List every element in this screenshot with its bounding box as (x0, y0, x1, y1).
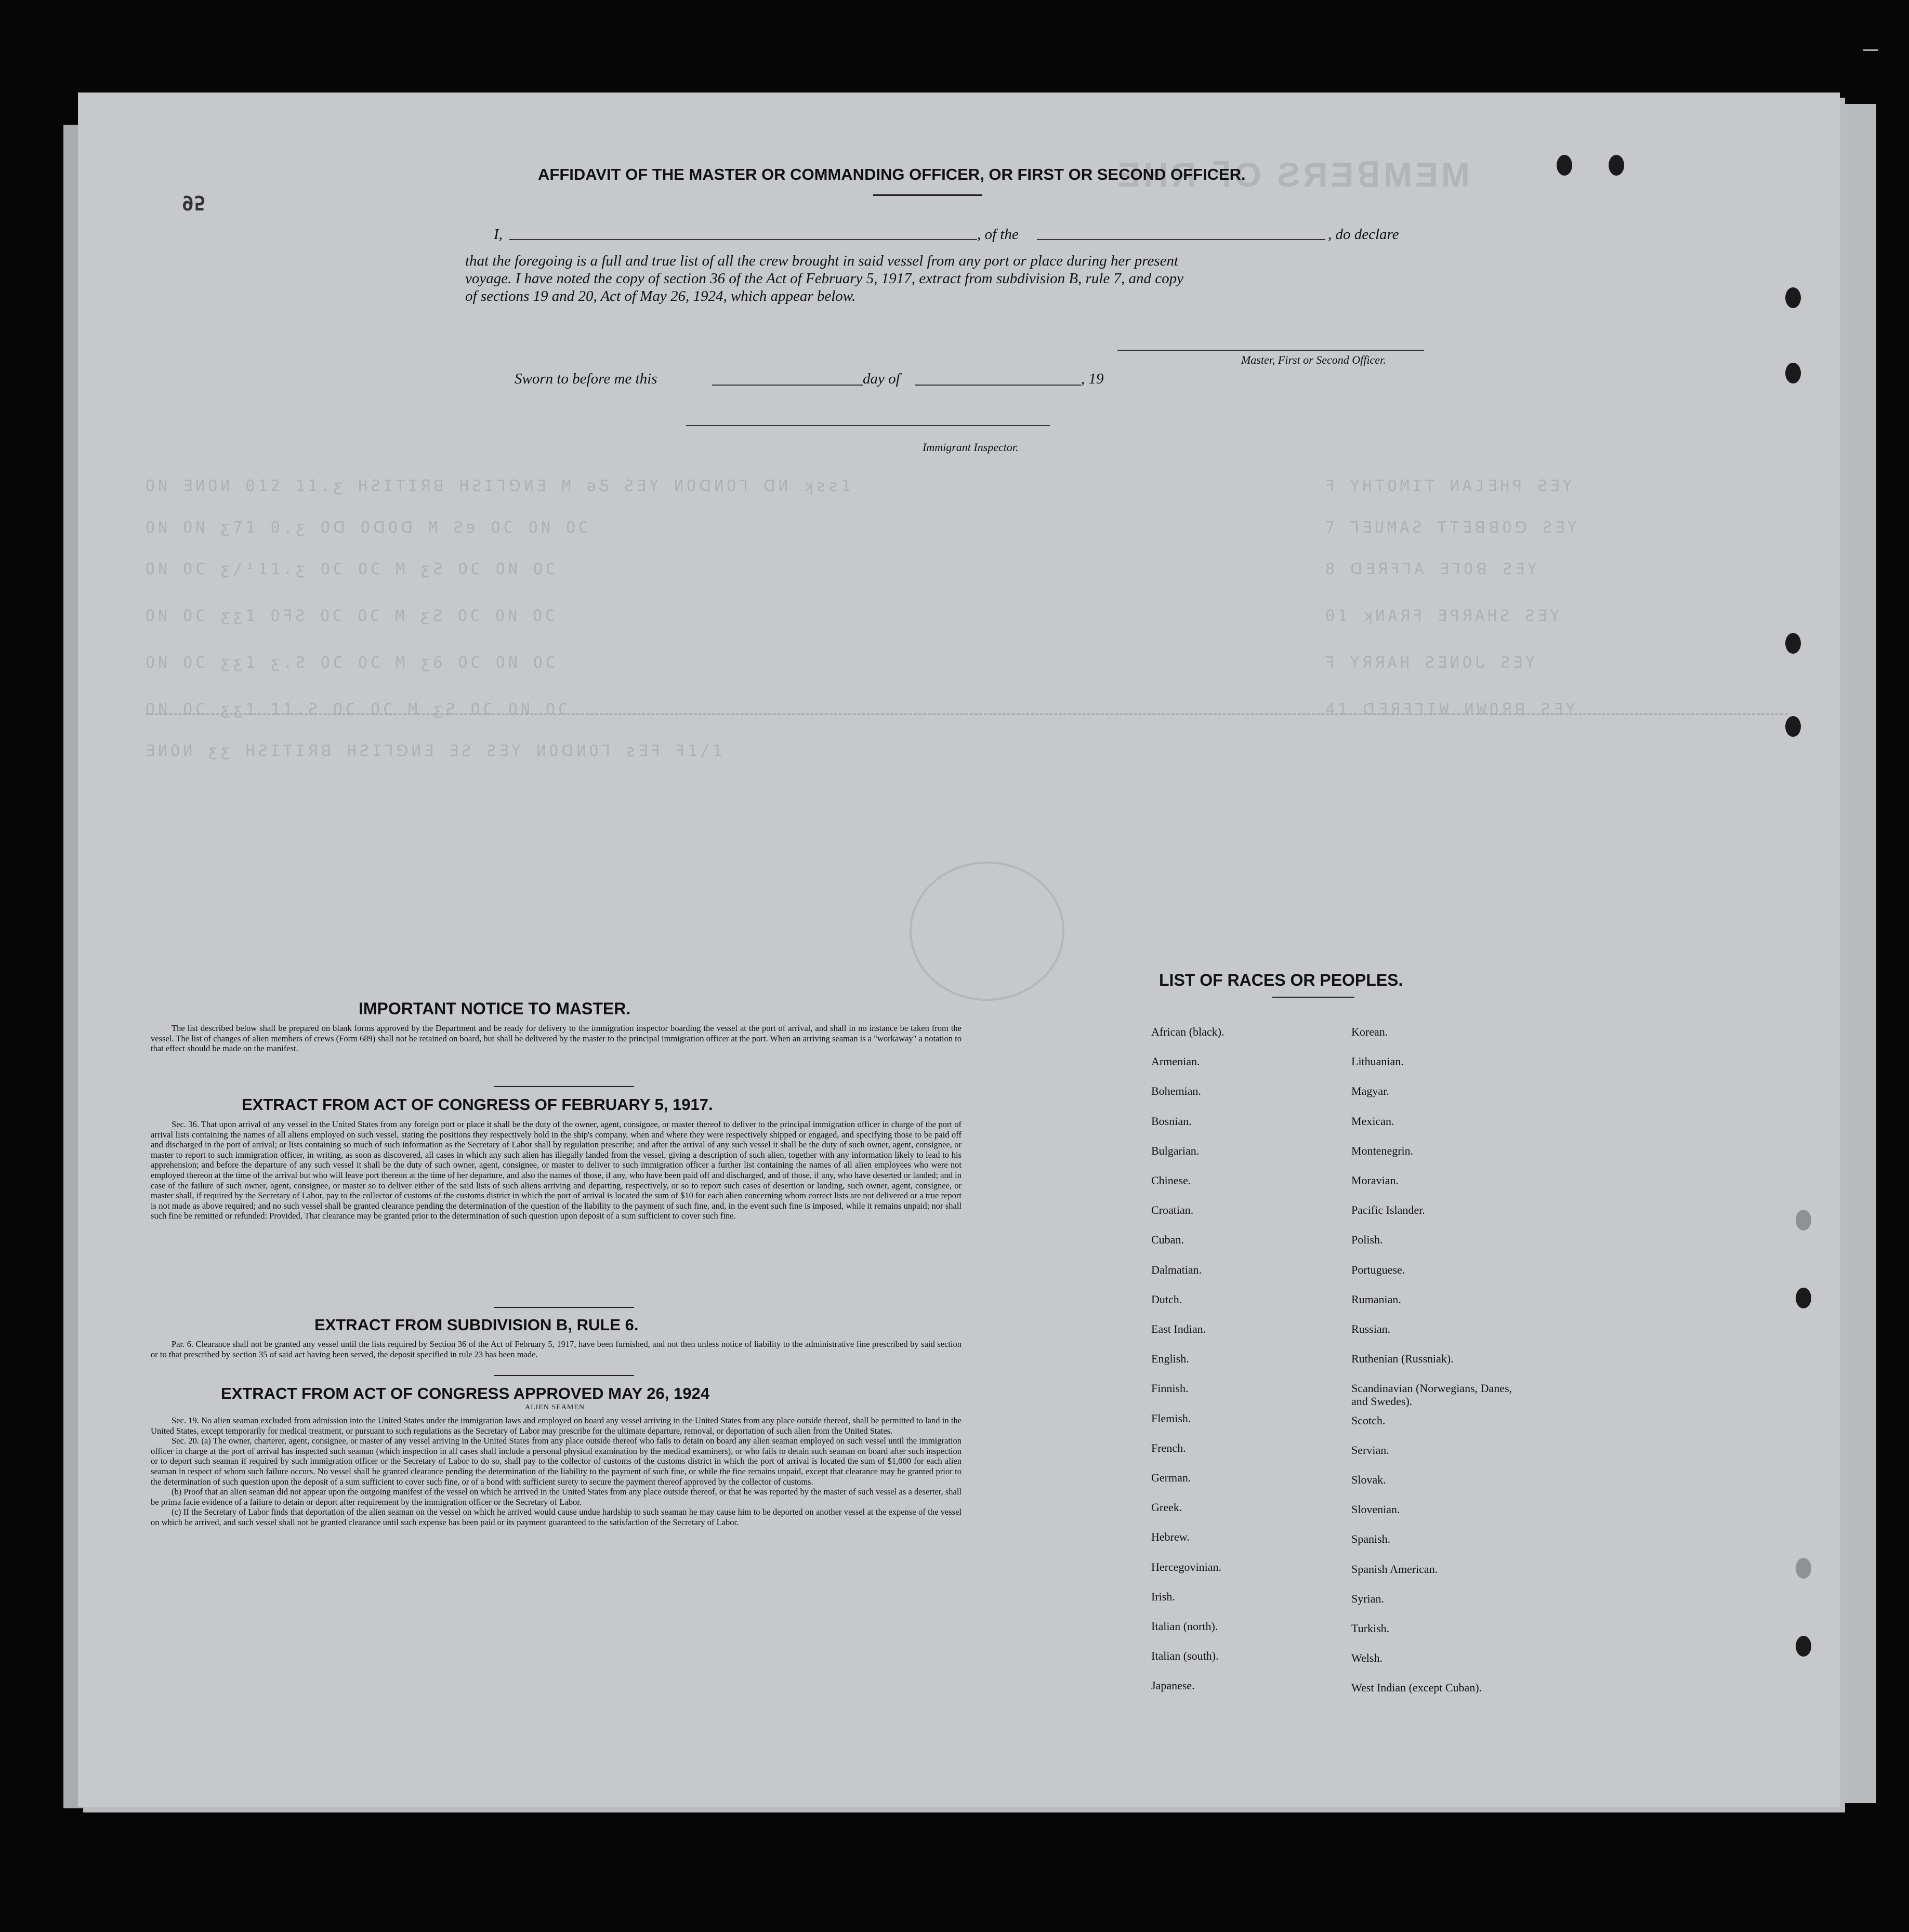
master-label: Master, First or Second Officer. (1241, 353, 1386, 366)
ghost-stamp (910, 862, 1064, 1001)
extract-1917-title: EXTRACT FROM ACT OF CONGRESS OF FEBRUARY 5, 1917. (242, 1095, 713, 1114)
race-item: French. (1151, 1441, 1186, 1454)
race-item: West Indian (except Cuban). (1351, 1681, 1482, 1695)
race-item: Ruthenian (Russniak). (1351, 1352, 1454, 1366)
sec-20c: (c) If the Secretary of Labor finds that deportation of the alien seaman on the vessel on which he arrived would cause undue hardship to such seaman he may cause him to be deported on another vessel at the expense of the vessel on which he arrived, and such vessel shall not be granted clearance until such expense has been paid or its payment guaranteed to the satisfaction of the Secretary of Labor. (151, 1507, 962, 1527)
affidavit-of-the: , of the (977, 226, 1019, 243)
race-item: Korean. (1351, 1025, 1388, 1038)
race-item: Italian (north). (1151, 1620, 1218, 1633)
inspector-blank[interactable] (686, 425, 1050, 426)
sec-20b: (b) Proof that an alien seaman did not appear upon the outgoing manifest of the vessel on which he arrived in the United States from any place outside thereof, or that he was reported by the master of such vessel as a deserter, shall be prima facie evidence of a failure to detain or deport after requirement by the immigration officer or the Secretary of Labor. (151, 1487, 962, 1507)
punch-hole (1796, 1636, 1811, 1657)
document-page (78, 92, 1840, 1807)
punch-hole (1796, 1558, 1811, 1579)
sec-19: Sec. 19. No alien seaman excluded from admission into the United States under the immigration laws and employed on board any vessel arriving in the United States from any place outside thereof, shall be permitted to land in the United States, except temporarily for medical treatment, or pursuant to such regulations as the Secretary of Labor may prescribe for the ultimate departure, removal, or deportation of such alien from the United States. (151, 1415, 962, 1436)
race-item: Scandinavian (Norwegians, Danes, and Swedes). (1351, 1382, 1512, 1408)
affidavit-line-3: voyage. I have noted the copy of section 36 of the Act of February 5, 1917, extract from subdivision B, rule 7, and copy (465, 270, 1184, 287)
race-item: Japanese. (1151, 1679, 1195, 1692)
race-item: Croatian. (1151, 1203, 1194, 1217)
race-item: Armenian. (1151, 1055, 1200, 1068)
punch-hole (1796, 1210, 1811, 1230)
race-item: Scotch. (1351, 1413, 1386, 1427)
notice-title: IMPORTANT NOTICE TO MASTER. (359, 999, 631, 1018)
divider (873, 194, 982, 196)
ghost-row: 41 ᗡƎЯꟻꓶIW ИWOЯꓭ ƧƎY (1325, 700, 1578, 719)
race-item: Turkish. (1351, 1622, 1390, 1635)
punch-hole (1785, 287, 1801, 308)
race-item: Dalmatian. (1151, 1263, 1202, 1276)
race-item: Chinese. (1151, 1174, 1191, 1187)
race-item: East Indian. (1151, 1322, 1206, 1335)
race-item: Welsh. (1351, 1651, 1383, 1665)
punch-hole (1785, 363, 1801, 383)
sworn-label: Sworn to before me this (515, 370, 657, 387)
ghost-row: 01 ʞИAЯꟻ ƎꟼЯAHƧ ƧƎY (1325, 607, 1563, 625)
race-item: Polish. (1351, 1233, 1383, 1247)
race-item: African (black). (1151, 1025, 1225, 1038)
race-item: Magyar. (1351, 1084, 1389, 1098)
race-item: Lithuanian. (1351, 1055, 1404, 1068)
race-item: Spanish American. (1351, 1562, 1438, 1576)
ghost-heading: ƎHЯ ꟻO ƧЯƎꓭMƎM (1117, 155, 1473, 194)
ghost-row: ON OC ƹƹ1 OꟻƧ OC OC M ƹƧ OC ON OC (146, 607, 558, 625)
race-item: Hercegovinian. (1151, 1560, 1221, 1573)
affidavit-line-4: of sections 19 and 20, Act of May 26, 1924, which appear below. (465, 288, 856, 305)
divider (494, 1307, 634, 1308)
race-item: Moravian. (1351, 1174, 1399, 1187)
divider (494, 1086, 634, 1087)
signature-blank[interactable] (1117, 350, 1424, 351)
race-item: English. (1151, 1352, 1189, 1366)
rule6-title: EXTRACT FROM SUBDIVISION B, RULE 6. (314, 1316, 639, 1334)
affidavit-do-declare: , do declare (1328, 226, 1399, 243)
ghost-row: ƎИOИ ƹƹ HƧITIЯꓭ HƧIꓶꓨИƎ ƎƧ ƧƎY ИOᗡИOꓶ ƨƎꟻ ꟻ1/1 (146, 742, 726, 760)
divider (1272, 997, 1354, 998)
inspector-label: Immigrant Inspector. (923, 441, 1019, 454)
ghost-row: ON OC ƹƹ1 11.Ƨ OC OC M ƹƧ OC ON OC (146, 700, 571, 719)
race-item: Bosnian. (1151, 1114, 1192, 1128)
race-item: Russian. (1351, 1322, 1391, 1335)
race-item: Slovenian. (1351, 1503, 1400, 1516)
punch-hole (1796, 1288, 1811, 1308)
race-item: Italian (south). (1151, 1649, 1219, 1663)
ghost-row: ꟻ YЯЯAH ƧƎИOᒐ ƧƎY (1325, 654, 1538, 672)
race-item: Pacific Islander. (1351, 1203, 1425, 1217)
ghost-dash-line (146, 713, 1788, 715)
race-item: Rumanian. (1351, 1292, 1401, 1306)
race-item: Finnish. (1151, 1382, 1189, 1395)
year-label: , 19 (1081, 370, 1104, 387)
races-title: LIST OF RACES OR PEOPLES. (1159, 971, 1403, 989)
race-item: German. (1151, 1471, 1191, 1484)
race-item: Slovak. (1351, 1473, 1386, 1486)
race-item: Mexican. (1351, 1114, 1394, 1128)
ghost-row: ꟻ YHTOMIT ИAJƎHꟼ ƧƎY (1325, 477, 1575, 495)
race-item: Cuban. (1151, 1233, 1184, 1247)
day-of-label: day of (863, 370, 900, 387)
race-item: Montenegrin. (1351, 1144, 1414, 1157)
punch-hole (1785, 633, 1801, 654)
day-blank[interactable] (712, 385, 863, 386)
race-item: Greek. (1151, 1501, 1182, 1514)
vessel-blank[interactable] (1037, 239, 1325, 240)
corner-mark (1863, 49, 1878, 56)
race-item: Irish. (1151, 1590, 1175, 1603)
punch-hole (1609, 155, 1624, 176)
race-item: Hebrew. (1151, 1530, 1190, 1544)
ghost-row: ON ON ƹ71 0.ƹ Oᗡ OᗡOᗡ M Ƨɘ OC ON OC (146, 519, 591, 537)
sec-20a: Sec. 20. (a) The owner, charterer, agent, consignee, or master of any vessel arriving in the United States from any place outside thereof who fails to detain on board any alien seaman employed on such vessel until the immigration officer in charge at the port of arrival has inspected such seaman (which inspection in all cases shall include a personal physical examination by the medical examiners), or who fails to detain such seaman on board after such inspection or to deport such seaman if required by such immigration officer or the Secretary of Labor to do so, shall pay to the collector of customs of the customs district in which the port of arrival is located the sum of $1,000 for each alien seaman in respect of whom such failure occurs. No vessel shall be granted clearance pending the determination of the liability to the payment of such fine, or while the fine remains unpaid, except that clearance may be granted prior to the determination of such question upon the deposit of a sum sufficient to cover such fine, or of a bond with sufficient surety to secure the payment thereof approved by the collector of customs. (151, 1436, 962, 1487)
race-item: Syrian. (1351, 1592, 1384, 1605)
extract-1924-text (151, 1415, 962, 1528)
month-blank[interactable] (915, 385, 1081, 386)
ghost-row: ON OC ƹ/¹11.ƹ OC OC M ƹƧ OC ON OC (146, 560, 559, 578)
extract-1917-text: Sec. 36. That upon arrival of any vessel in the United States from any foreign port or place it shall be the duty of the owner, agent, consignee, or master thereof to deliver to the principal immigration officer in charge of the port of arrival lists containing the names of all aliens employed on such vessel, stating the positions they respectively hold in the ship's company, when and where they were respectively shipped or engaged, and specifying those to be paid off and discharged in the port of arrival; or lists containing so much of such information as the Secretary of Labor shall by regulation prescribe; and after the arrival of any such vessel it shall be the duty of such owner, agent, consignee, or master to report to such immigration officer, in writing, as soon as discovered, all cases in which any such alien has illegally landed from the vessel, giving a description of such alien, together with any information likely to lead to his apprehension; and before the departure of any such vessel it shall be the duty of such owner, agent, consignee, or master to deliver to such immigration officer a further list containing the names of all alien employees who were not employed thereon at the time of the arrival but who will leave port thereon at the time of her departure, and also the names of those, if any, who have been paid off and discharged, and of those, if any, who have deserted or landed; and in case of the failure of such owner, agent, consignee, or master so to deliver either of the said lists of such aliens arriving and departing, respectively, or so to report such cases of desertion or landing, such owner, agent, consignee, or master shall, if required by the Secretary of Labor, pay to the collector of customs of the customs district in which the port of arrival is located the sum of $10 for each alien concerning whom correct lists are not delivered or a true report is not made as above required; and no such vessel shall be granted clearance pending the determination of the question of the liability to the payment of such fine, and, in the event such fine is imposed, while it remains unpaid; nor shall such fine be remitted or refunded: Provided, That clearance may be granted prior to the determination of such question upon deposit of a sum sufficient to cover such fine. (151, 1119, 962, 1221)
page-number: 95 (182, 191, 206, 214)
divider (494, 1375, 634, 1376)
affidavit-i-label: I, (494, 226, 503, 243)
race-item: Portuguese. (1351, 1263, 1405, 1276)
notice-text: The list described below shall be prepared on blank forms approved by the Department and be ready for delivery to the immigration inspector boarding the vessel at the port of arrival, and shall in no instance be taken from the vessel. The list of changes of alien members of crews (Form 689) shall not be retained on board, but shall be delivered by the master to the principal immigration officer at the port. When an arriving seaman is a "workaway" a notation to that effect should be made on the manifest. (151, 1023, 962, 1054)
race-item: Dutch. (1151, 1292, 1182, 1306)
affidavit-line-2: that the foregoing is a full and true list of all the crew brought in said vessel from any port or place during her present (465, 253, 1179, 269)
extract-1924-title: EXTRACT FROM ACT OF CONGRESS APPROVED MAY 26, 1924 (221, 1384, 709, 1402)
race-item: Flemish. (1151, 1411, 1191, 1425)
race-item: Bohemian. (1151, 1084, 1201, 1098)
race-item: Bulgarian. (1151, 1144, 1200, 1157)
ghost-row: 8 ᗡƎЯꟻꓶA ƎꓶOꓭ ƧƎY (1325, 560, 1541, 578)
ghost-row: 7 ꓶƎUMAƧ TTƎꓭꓭOꓨ ƧƎY (1325, 519, 1581, 537)
race-item: Servian. (1351, 1443, 1389, 1457)
ghost-row: ON OC ƹƹ1 ƹ.Ƨ OC OC M ƹ6 OC ON OC (146, 654, 559, 672)
affidavit-title: AFFIDAVIT OF THE MASTER OR COMMANDING OFFICER, OR FIRST OR SECOND OFFICER. (538, 165, 1246, 183)
extract-1924-subtitle: ALIEN SEAMEN (525, 1404, 585, 1411)
name-blank[interactable] (509, 239, 977, 240)
punch-hole (1557, 155, 1572, 176)
race-item: Spanish. (1351, 1532, 1391, 1546)
ghost-row: ON ƎИOИ 012 11.ƹ HƧITIЯꓭ HƧIꓶꓨИƎ M ǝƼ ƧƎY ИOᗡИOꓶ ᗡИ ʞƨƨ1 (146, 477, 854, 495)
punch-hole (1785, 716, 1801, 737)
rule6-text: Par. 6. Clearance shall not be granted any vessel until the lists required by Section 36 of the Act of February 5, 1917, have been furnished, and not then unless notice of liability to the administrative fine prescribed by said section or to that prescribed by section 35 of said act having been served, the deposit specified in rule 23 has been made. (151, 1339, 962, 1359)
